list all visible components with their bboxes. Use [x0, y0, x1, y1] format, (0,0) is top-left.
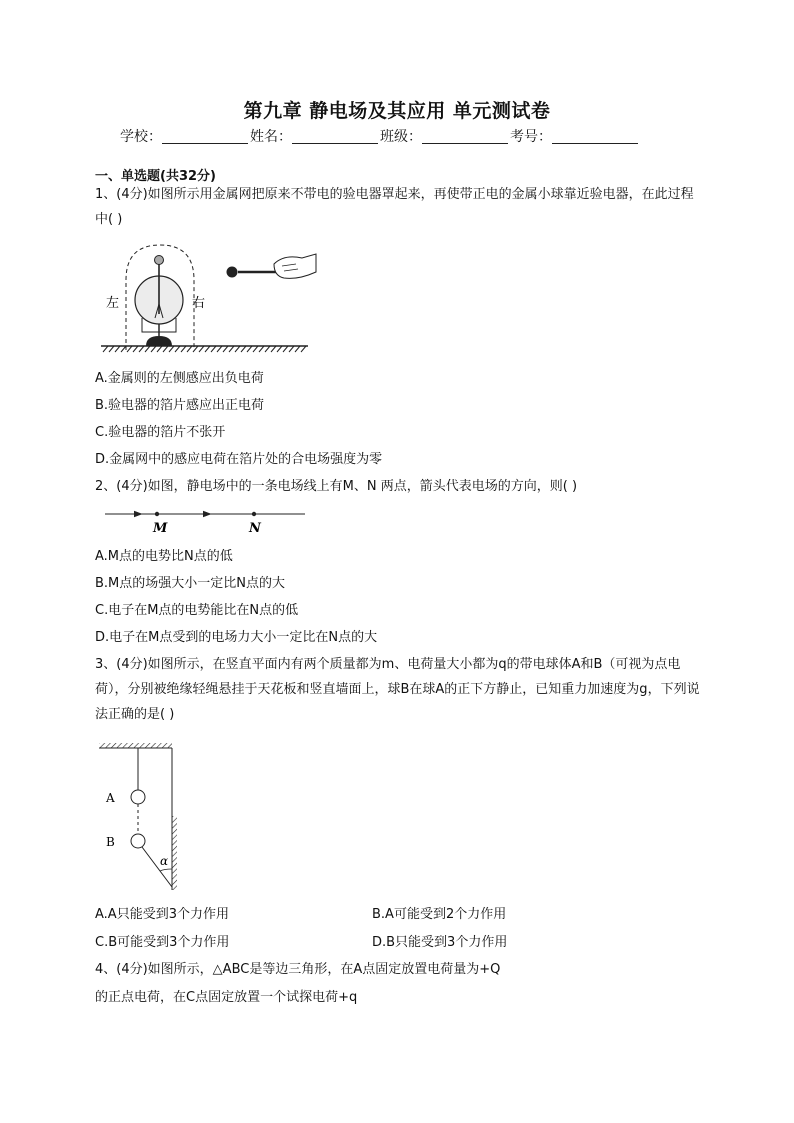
q1-option-a[interactable]: A.金属则的左侧感应出负电荷	[95, 371, 264, 386]
name-blank[interactable]	[292, 129, 378, 144]
ball-a	[131, 790, 145, 804]
section-heading: 一、单选题(共32分)	[95, 169, 216, 184]
q1-option-b[interactable]: B.验电器的箔片感应出正电荷	[95, 398, 265, 413]
number-blank[interactable]	[552, 129, 638, 144]
q3-option-b[interactable]: B.A可能受到2个力作用	[372, 907, 507, 922]
hand-icon	[274, 254, 316, 278]
q3-option-a[interactable]: A.A只能受到3个力作用	[95, 907, 229, 922]
question-4-stem-line-2: 的正点电荷，在C点固定放置一个试探电荷+q	[95, 990, 358, 1005]
q2-option-a[interactable]: A.M点的电势比N点的低	[95, 549, 233, 564]
question-4-stem-line-1: 4、(4分)如图所示，△ABC是等边三角形，在A点固定放置电荷量为+Q	[95, 962, 501, 977]
arrow-2	[203, 511, 211, 517]
name-label: 姓名：	[250, 129, 292, 145]
ball-b	[131, 834, 145, 848]
label-alpha: α	[160, 854, 169, 868]
label-left: 左	[106, 296, 120, 311]
class-label: 班级：	[380, 129, 422, 145]
q2-option-c[interactable]: C.电子在M点的电势能比在N点的低	[95, 603, 299, 618]
label-n: N	[249, 521, 261, 536]
q1-option-c[interactable]: C.验电器的箔片不张开	[95, 425, 226, 440]
student-info-line	[120, 126, 680, 146]
label-a: A	[106, 791, 115, 805]
number-label: 考号：	[510, 129, 552, 145]
point-n	[252, 512, 256, 516]
charged-ball	[227, 267, 238, 278]
angle-arc	[160, 869, 172, 871]
q2-option-b[interactable]: B.M点的场强大小一定比N点的大	[95, 576, 285, 591]
q2-option-d[interactable]: D.电子在M点受到的电场力大小一定比在N点的大	[95, 630, 378, 645]
point-m	[155, 512, 159, 516]
page-title: 第九章 静电场及其应用 单元测试卷	[243, 100, 551, 122]
label-b: B	[106, 835, 115, 849]
question-2-stem: 2、(4分)如图，静电场中的一条电场线上有M、N 两点，箭头代表电场的方向，则( )	[95, 479, 578, 494]
class-blank[interactable]	[422, 129, 508, 144]
q3-option-d[interactable]: D.B只能受到3个力作用	[372, 935, 508, 950]
school-label: 学校：	[120, 129, 162, 145]
hanging-balls-figure	[96, 740, 196, 892]
school-blank[interactable]	[162, 129, 248, 144]
field-line-figure	[100, 505, 310, 537]
question-1-stem: 1、(4分)如图所示用金属网把原来不带电的验电器罩起来，再使带正电的金属小球靠近验电器，在此过程中( )	[95, 187, 694, 227]
q3-option-c[interactable]: C.B可能受到3个力作用	[95, 935, 230, 950]
label-m: M	[153, 521, 168, 536]
q1-option-d[interactable]: D.金属网中的感应电荷在箔片处的合电场强度为零	[95, 452, 383, 467]
electroscope-base	[146, 336, 172, 346]
label-right: 右	[192, 296, 206, 311]
arrow-1	[134, 511, 142, 517]
electroscope-figure	[98, 240, 323, 360]
question-3-stem: 3、(4分)如图所示，在竖直平面内有两个质量都为m、电荷量大小都为q的带电球体A和B（可视为点电荷），分别被绝缘轻绳悬挂于天花板和竖直墙面上，球B在球A的正下方静止，已知重力加速度为g，下列说法正确的是( )	[95, 657, 700, 722]
